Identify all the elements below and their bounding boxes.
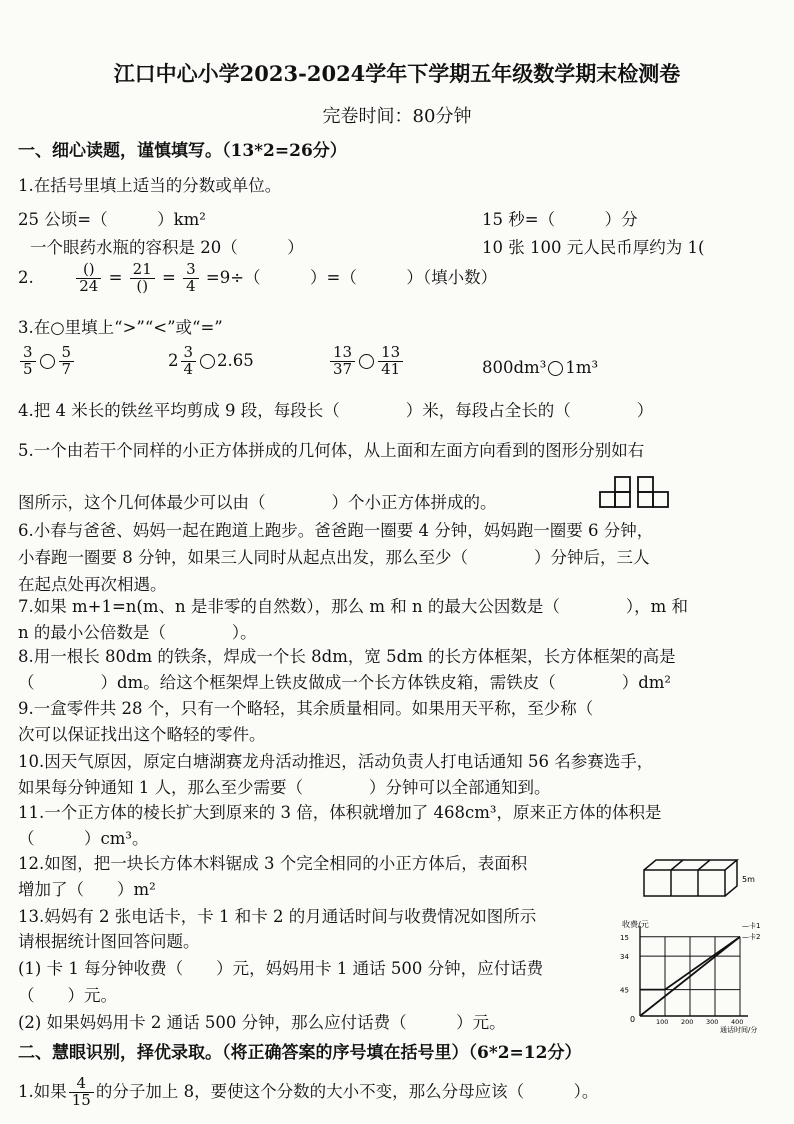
cut-line bbox=[698, 860, 710, 870]
q3-pair-4 bbox=[482, 360, 598, 377]
q3-p1-right-fraction bbox=[59, 345, 75, 378]
part1-heading: 一、细心读题，谨慎填写。（13*2=26分） bbox=[18, 141, 347, 161]
part2-q1-den: 15 bbox=[71, 1090, 91, 1109]
q3-p2-right: 2.65 bbox=[217, 350, 254, 370]
q7-line-2: n 的最小公倍数是（ ）。 bbox=[18, 623, 257, 642]
q6-line-1: 6.小春与爸爸、妈妈一起在跑道上跑步。爸爸跑一圈要 4 分钟，妈妈跑一圈要 6 分钟， bbox=[18, 521, 654, 540]
q9-line-2: 次可以保证找出这个略轻的零件。 bbox=[18, 725, 266, 744]
q10-line-1: 10.因天气原因，原定白塘湖赛龙舟活动推迟，活动负责人打电话通知 56 名参赛选手， bbox=[18, 752, 654, 771]
cuboid-length-label: 5m bbox=[742, 875, 755, 884]
part2-q1 bbox=[18, 1076, 598, 1109]
part2-q1-prefix: 1.如果 bbox=[18, 1081, 67, 1101]
q2-row: 2. $\frac{()}{24}$ = $\frac{21}{()}$ = $\frac{3}{4}$ =9÷（ ）=（ ）（填小数） bbox=[18, 260, 498, 295]
view-square bbox=[638, 477, 653, 492]
q2-f1-num: () bbox=[76, 262, 101, 279]
q2-f2-num: 21 bbox=[130, 262, 155, 279]
q1-b: 15 秒=（ ）分 bbox=[482, 210, 638, 229]
q2-f2-den: () bbox=[136, 276, 149, 295]
q11-line-2: （ ）cm³。 bbox=[18, 829, 149, 848]
cuboid-top bbox=[644, 860, 737, 870]
part2-heading: 二、慧眼识别，择优录取。（将正确答案的序号填在括号里）（6*2=12分） bbox=[18, 1043, 582, 1063]
q3-p1b-num: 5 bbox=[59, 345, 75, 362]
q5-line-2: 图所示，这个几何体最少可以由（ ）个小正方体拼成的。 bbox=[18, 493, 497, 512]
chart-origin: 0 bbox=[630, 1015, 636, 1024]
compare-circle-icon[interactable] bbox=[359, 354, 374, 369]
q3-p1-left-fraction bbox=[20, 345, 36, 378]
q3-p3-left-fraction bbox=[330, 345, 355, 378]
q6-line-2: 小春跑一圈要 8 分钟，如果三人同时从起点出发，那么至少（ ）分钟后，三人 bbox=[18, 548, 650, 567]
q2-fraction-1 bbox=[76, 262, 101, 295]
view-square bbox=[615, 492, 630, 507]
chart-y-tick: 15 bbox=[620, 933, 629, 942]
view-square bbox=[600, 492, 615, 507]
q5-line-1: 5.一个由若干个同样的小正方体拼成的几何体，从上面和左面方向看到的图形分别如右 bbox=[18, 441, 645, 460]
legend-card2: —卡2 bbox=[742, 933, 761, 941]
q7-line-1: 7.如果 m+1=n(m、n 是非零的自然数），那么 m 和 n 的最大公因数是（ ），m 和 bbox=[18, 597, 689, 616]
q3-p3b-num: 13 bbox=[378, 345, 403, 362]
q3-pair-1 bbox=[18, 345, 76, 378]
q13-line-2: 请根据统计图回答问题。 bbox=[18, 932, 200, 951]
q3-p3a-num: 13 bbox=[330, 345, 355, 362]
q3-stem: 3.在○里填上“>”“<”或“=” bbox=[18, 318, 223, 337]
chart-x-tick: 100 bbox=[656, 1018, 669, 1026]
part2-q1-suffix: 的分子加上 8，要使这个分数的大小不变，那么分母应该（ ）。 bbox=[95, 1081, 599, 1101]
exam-duration: 完卷时间：80分钟 bbox=[322, 106, 472, 127]
q10-line-2: 如果每分钟通知 1 人，那么至少需要（ ）分钟可以全部通知到。 bbox=[18, 778, 551, 797]
q12-line-2: 增加了（ ）m² bbox=[18, 880, 156, 899]
q8-line-2: （ ）dm。给这个框架焊上铁皮做成一个长方体铁皮箱，需铁皮（ ）dm² bbox=[18, 673, 672, 692]
q2-f3-den: 4 bbox=[186, 276, 196, 295]
q2-fraction-3 bbox=[183, 262, 199, 295]
chart-x-label: 通话时间/分 bbox=[720, 1026, 758, 1034]
q3-p3-right-fraction bbox=[378, 345, 403, 378]
q4: 4.把 4 米长的铁丝平均剪成 9 段，每段长（ ）米，每段占全长的（ ） bbox=[18, 401, 654, 420]
chart-x-tick: 400 bbox=[731, 1018, 744, 1026]
q3-p2-den: 4 bbox=[183, 359, 194, 378]
q2-fraction-2 bbox=[130, 262, 155, 295]
chart-y-tick: 45 bbox=[620, 986, 629, 995]
q5-views-figure bbox=[598, 475, 678, 509]
chart-x-tick: 300 bbox=[706, 1018, 719, 1026]
q1-a: 25 公顷=（ ）km² bbox=[18, 210, 206, 229]
legend-card1: —卡1 bbox=[742, 922, 761, 930]
q3-p1a-num: 3 bbox=[20, 345, 36, 362]
q2-tail: =9÷（ ）=（ ）（填小数） bbox=[205, 267, 498, 287]
view-square bbox=[653, 492, 668, 507]
q6-line-3: 在起点处再次相遇。 bbox=[18, 575, 167, 594]
q8-line-1: 8.用一根长 80dm 的铁条，焊成一个长 8dm，宽 5dm 的长方体框架，长方体框架的高是 bbox=[18, 647, 676, 666]
q1-d: 10 张 100 元人民币厚约为 1( bbox=[482, 238, 705, 257]
q3-p2-fraction bbox=[181, 345, 197, 378]
q11-line-1: 11.一个正方体的棱长扩大到原来的 3 倍，体积就增加了 468cm³，原来正方体的体积是 bbox=[18, 803, 662, 822]
q13-line-chart bbox=[616, 918, 788, 1036]
part2-q1-num: 4 bbox=[69, 1076, 94, 1093]
q13-line-5: (2) 如果妈妈用卡 2 通话 500 分钟，那么应付话费（ ）元。 bbox=[18, 1013, 506, 1032]
q3-pair-3 bbox=[328, 345, 405, 378]
q12-line-1: 12.如图，把一块长方体木料锯成 3 个完全相同的小正方体后，表面积 bbox=[18, 854, 528, 873]
chart-x-tick: 200 bbox=[681, 1018, 694, 1026]
q3-p1b-den: 7 bbox=[61, 359, 72, 378]
q1-stem: 1.在括号里填上适当的分数或单位。 bbox=[18, 176, 282, 195]
compare-circle-icon[interactable] bbox=[200, 354, 215, 369]
q2-number: 2. bbox=[18, 267, 34, 287]
q3-p2-whole: 2 bbox=[168, 350, 179, 370]
q3-p1a-den: 5 bbox=[23, 359, 33, 378]
compare-circle-icon[interactable] bbox=[40, 354, 55, 369]
q3-p2-num: 3 bbox=[181, 345, 197, 362]
chart-y-label: 收费/元 bbox=[622, 920, 649, 929]
q2-f1-den: 24 bbox=[79, 276, 99, 295]
cut-line bbox=[671, 860, 683, 870]
chart-y-tick: 34 bbox=[620, 953, 629, 962]
q13-line-1: 13.妈妈有 2 张电话卡，卡 1 和卡 2 的月通话时间与收费情况如图所示 bbox=[18, 907, 537, 926]
cuboid-front bbox=[644, 870, 725, 896]
view-square bbox=[615, 477, 630, 492]
q13-line-3: (1) 卡 1 每分钟收费（ ）元，妈妈用卡 1 通话 500 分钟，应付话费 bbox=[18, 959, 544, 978]
q3-pair-2 bbox=[168, 345, 254, 378]
view-square bbox=[638, 492, 653, 507]
compare-circle-icon[interactable] bbox=[548, 361, 563, 376]
q12-cuboid-figure bbox=[640, 856, 764, 900]
exam-title: 江口中心小学2023-2024学年下学期五年级数学期末检测卷 bbox=[113, 61, 681, 86]
q9-line-1: 9.一盒零件共 28 个，只有一个略轻，其余质量相同。如果用天平称，至少称（ bbox=[18, 699, 594, 718]
q1-c: 一个眼药水瓶的容积是 20（ ） bbox=[30, 238, 304, 257]
q3-p3a-den: 37 bbox=[333, 359, 353, 378]
q2-f3-num: 3 bbox=[183, 262, 199, 279]
part2-q1-fraction bbox=[69, 1076, 94, 1109]
q3-p3b-den: 41 bbox=[381, 359, 401, 378]
q3-p4-right: 1m³ bbox=[565, 358, 599, 377]
q3-p4-left: 800dm³ bbox=[482, 358, 547, 377]
q13-line-4: （ ）元。 bbox=[18, 986, 117, 1005]
